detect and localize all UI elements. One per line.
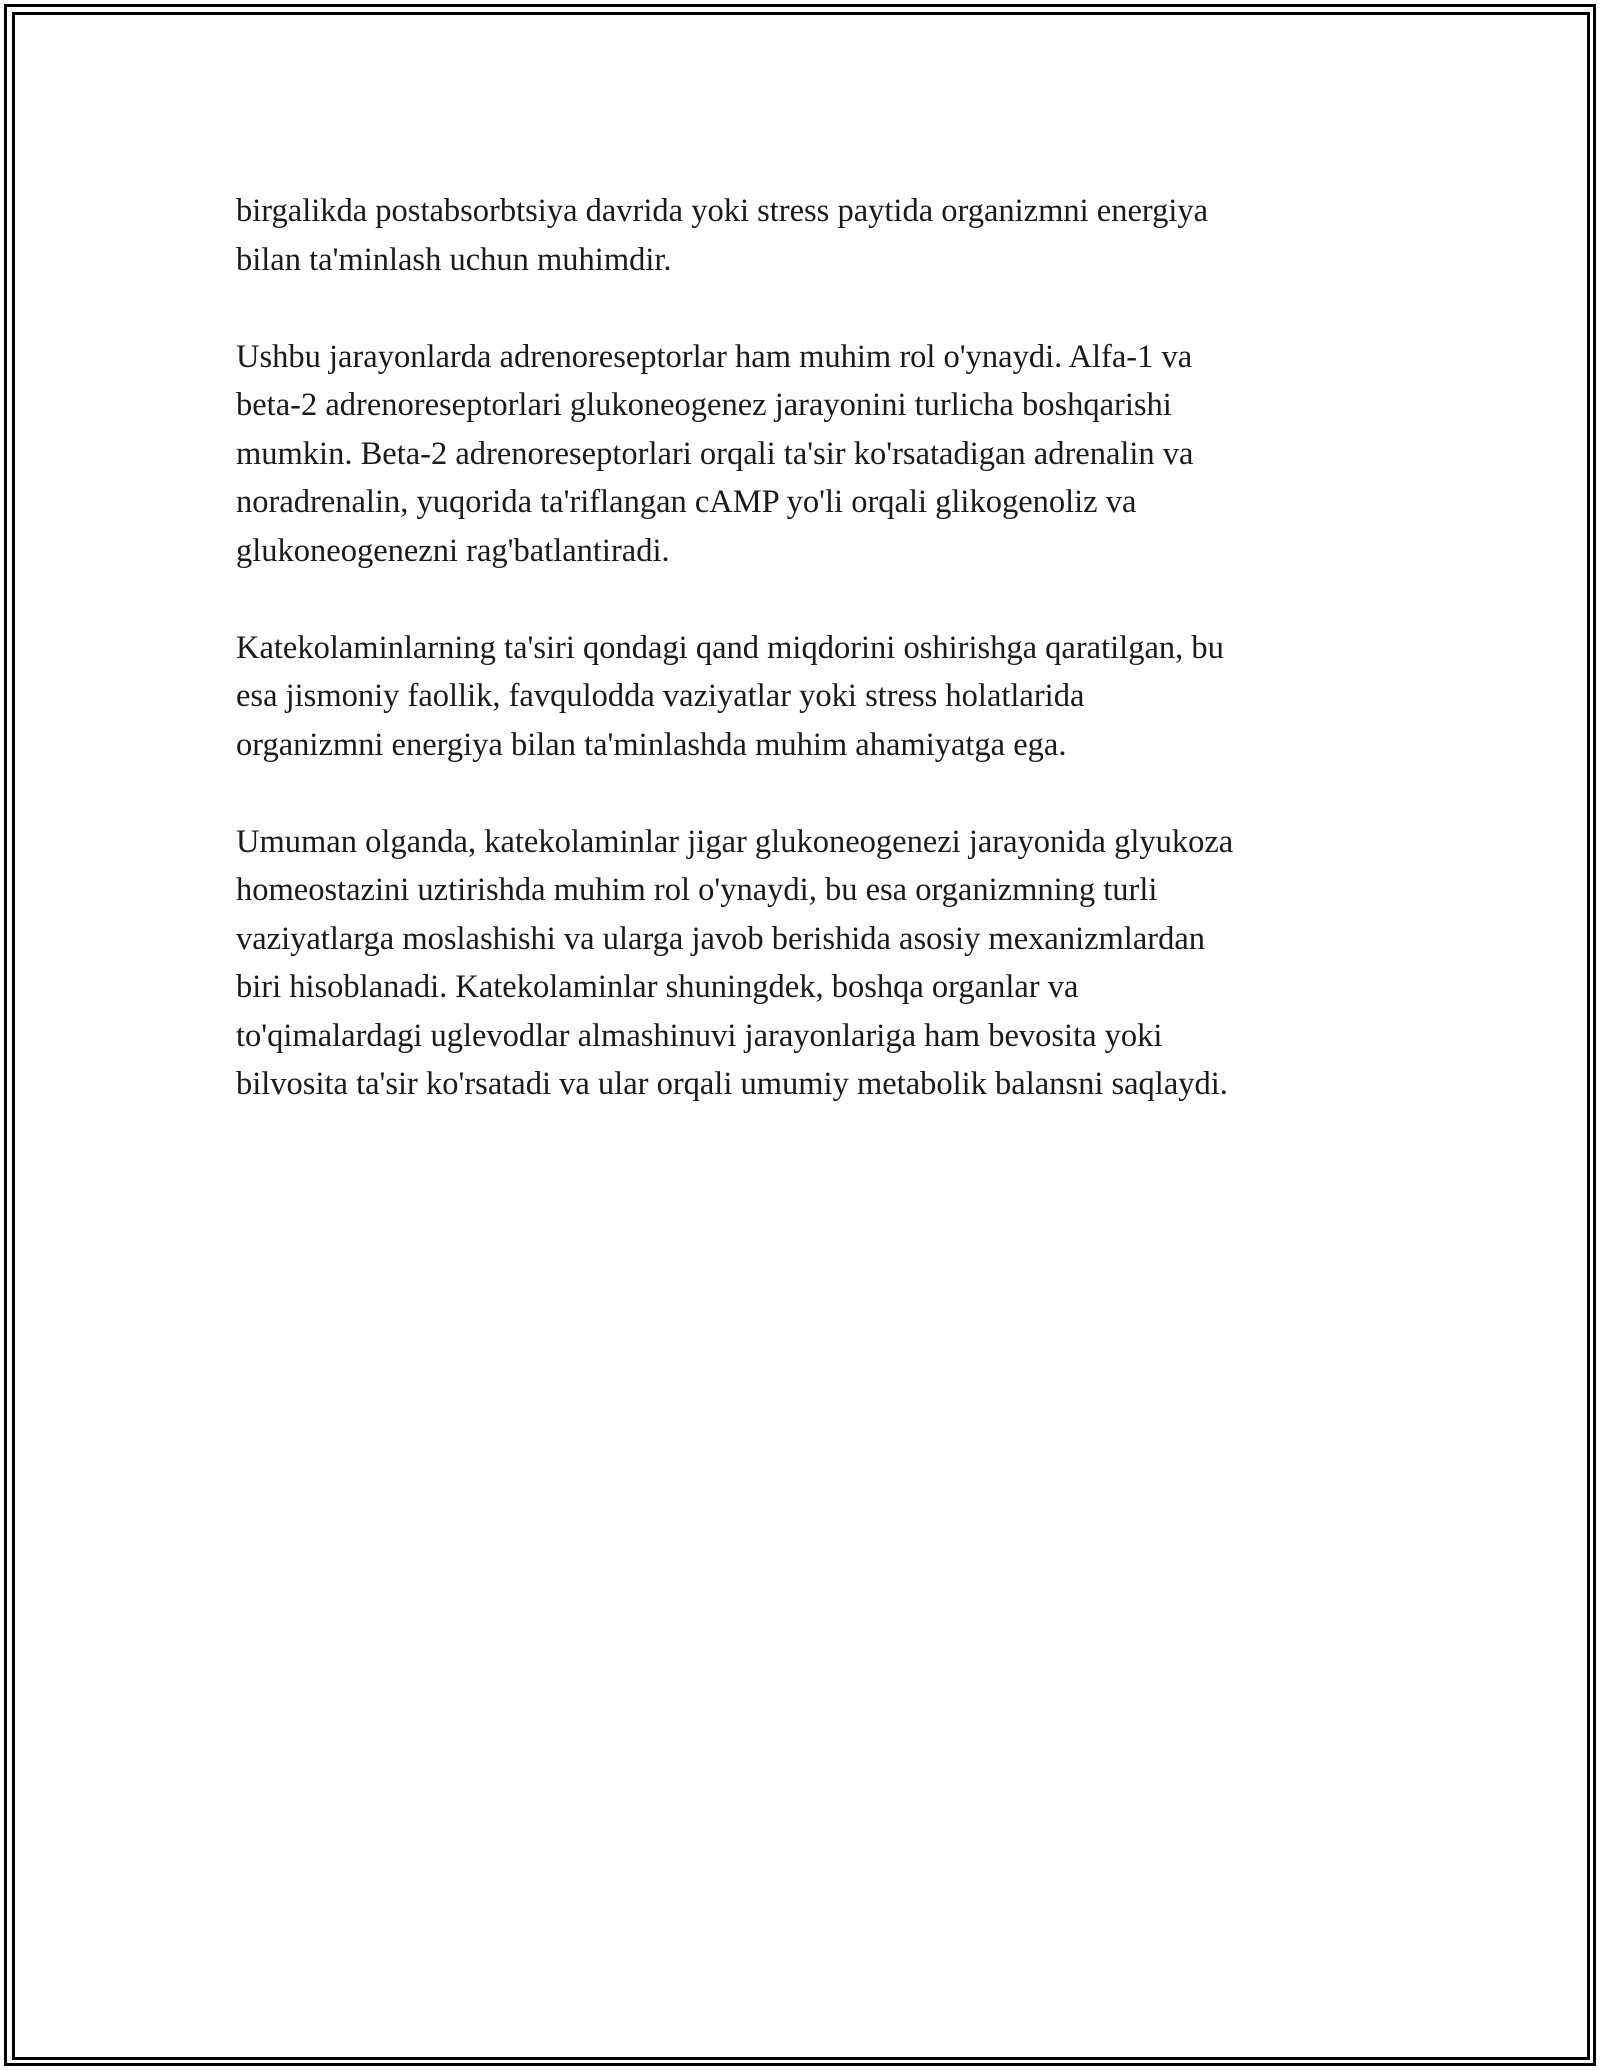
text-line: Katekolaminlarning ta'siri qondagi qand miqdorini oshirishga qaratilgan, bu	[236, 629, 1224, 666]
text-line: noradrenalin, yuqorida ta'riflangan cAMP yo'li orqali glikogenoliz va	[236, 484, 1137, 520]
text-line: bilan ta'minlash uchun muhimdir.	[236, 241, 672, 278]
text-line: mumkin. Beta-2 adrenoreseptorlari orqali ta'sir ko'rsatadigan adrenalin va	[236, 435, 1194, 472]
text-line: homeostazini uztirishda muhim rol o'ynaydi, bu esa organizmning turli	[236, 872, 1158, 908]
text-line: Umuman olganda, katekolaminlar jigar glukoneogenezi jarayonida glyukoza	[236, 823, 1234, 860]
paragraph-2	[236, 333, 1376, 576]
text-line: to'qimalardagi uglevodlar almashinuvi jarayonlariga ham bevosita yoki	[236, 1017, 1163, 1054]
text-line: organizmni energiya bilan ta'minlashda muhim ahamiyatga ega.	[236, 726, 1067, 763]
text-line: vaziyatlarga moslashishi va ularga javob berishida asosiy mexanizmlardan	[236, 920, 1206, 957]
paragraph-3	[236, 624, 1376, 770]
text-line: birgalikda postabsorbtsiya davrida yoki stress paytida organizmni energiya	[236, 193, 1209, 229]
paragraph-4	[236, 818, 1376, 1109]
text-line: Ushbu jarayonlarda adrenoreseptorlar ham muhim rol o'ynaydi. Alfa-1 va	[236, 338, 1193, 375]
text-line: glukoneogenezni rag'batlantiradi.	[236, 532, 670, 569]
paragraph-1	[236, 187, 1376, 284]
document-body	[236, 187, 1376, 1157]
text-line: esa jismoniy faollik, favqulodda vaziyatlar yoki stress holatlarida	[236, 678, 1085, 714]
text-line: biri hisoblanadi. Katekolaminlar shuningdek, boshqa organlar va	[236, 969, 1079, 1005]
text-line: beta-2 adrenoreseptorlari glukoneogenez jarayonini turlicha boshqarishi	[236, 387, 1172, 423]
text-line: bilvosita ta'sir ko'rsatadi va ular orqali umumiy metabolik balansni saqlaydi.	[236, 1066, 1228, 1102]
